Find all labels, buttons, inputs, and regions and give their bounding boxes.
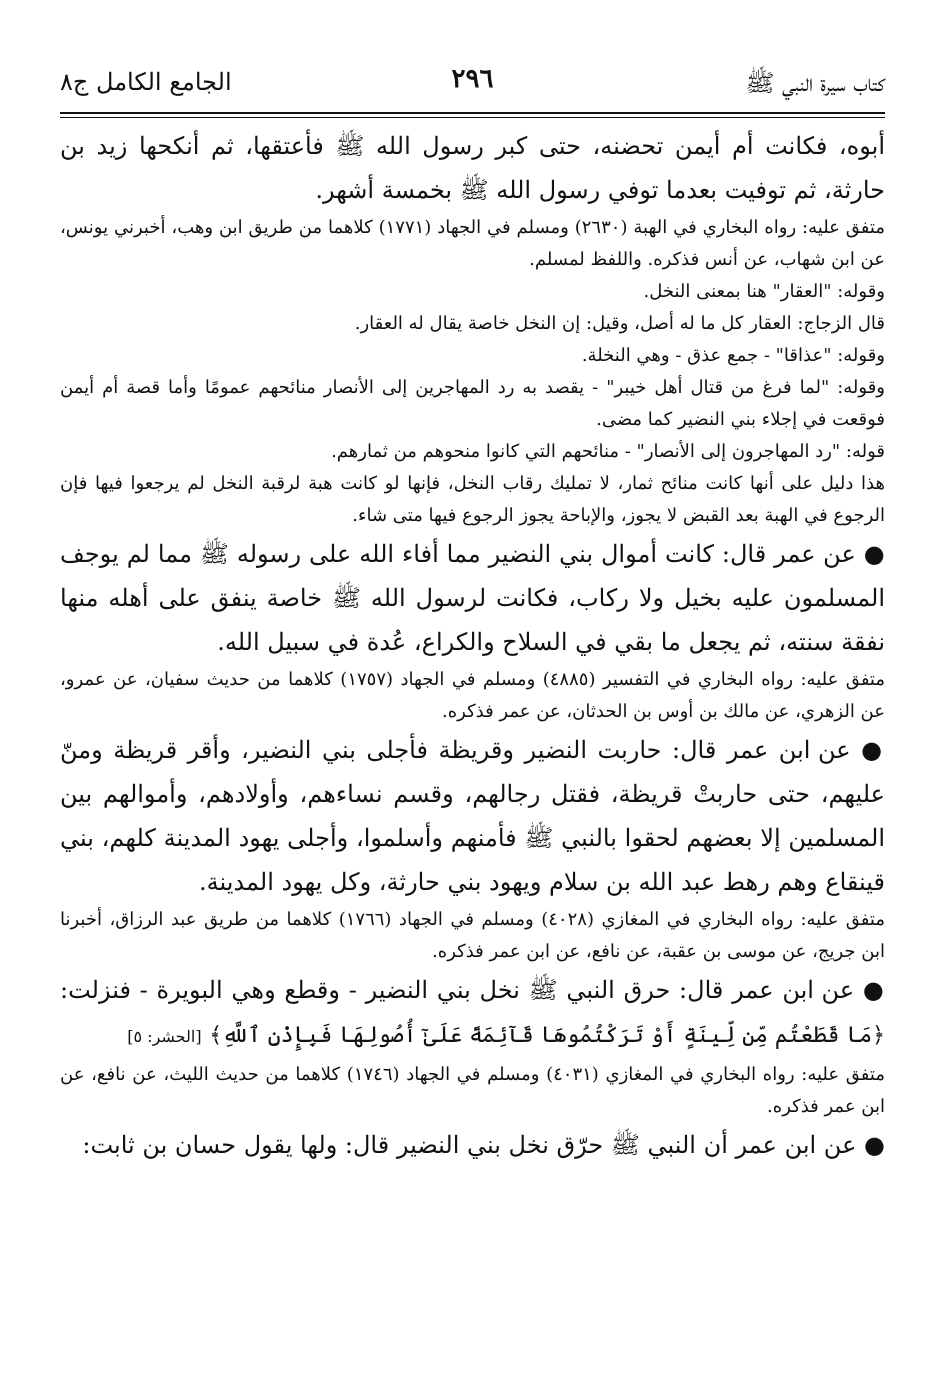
hadith-source-note [60, 904, 885, 968]
explanation-note [60, 468, 885, 532]
explanation-note [60, 340, 885, 372]
explanation-note [60, 372, 885, 436]
paragraph-text: عن ابن عمر قال: حاربت النضير وقريظة فأجلى بني النضير، وأقر قريظة ومنّ عليهم، حتى حاربتْ قريظة، فقتل رجالهم، وقسم نساءهم، وأولادهم، وأموالهم بين المسلمين إلا بعضهم لحقوا بالنبي ﷺ فأمنهم وأسلموا، وأجلى يهود المدينة كلهم، بني قينقاع وهم رهط عبد الله بن سلام ويهود بني حارثة، وكل يهود المدينة. [60, 736, 885, 896]
paragraph-text: عن عمر قال: كانت أموال بني النضير مما أفاء الله على رسوله ﷺ مما لم يوجف المسلمون عليه بخيل ولا ركاب، فكانت لرسول الله ﷺ خاصة ينفق على أهله منها نفقة سنته، ثم يجعل ما بقي في السلاح والكراع، عُدة في سبيل الله. [60, 540, 885, 656]
bullet-icon: ● [863, 539, 885, 568]
paragraph-text: قوله: "رد المهاجرون إلى الأنصار" - منائحهم التي كانوا منحوهم من ثمارهم. [331, 441, 885, 462]
paragraph-text: عن ابن عمر أن النبي ﷺ حرّق نخل بني النضير قال: ولها يقول حسان بن ثابت: [82, 1131, 857, 1159]
paragraph-text: متفق عليه: رواه البخاري في المغازي (٤٠٢٨) ومسلم في الجهاد (١٧٦٦) كلاهما من طريق عبد الرزاق، أخبرنا ابن جريج، عن موسى بن عقبة، عن نافع، عن ابن عمر فذكره. [60, 909, 885, 962]
bullet-icon: ● [861, 735, 885, 764]
bullet-icon: ● [862, 975, 885, 1004]
paragraph-text: وقوله: "لما فرغ من قتال أهل خيبر" - يقصد به رد المهاجرين إلى الأنصار منائحهم عمومًا وأما قصة أم أيمن فوقعت في إجلاء بني النضير كما مضى. [60, 377, 885, 430]
header-rule [60, 112, 885, 114]
explanation-note [60, 436, 885, 468]
paragraph-text: أبوه، فكانت أم أيمن تحضنه، حتى كبر رسول الله ﷺ فأعتقها، ثم أنكحها زيد بن حارثة، ثم توفيت بعدما توفي رسول الله ﷺ بخمسة أشهر. [60, 132, 885, 204]
hadith-paragraph [60, 728, 885, 904]
paragraph-text: قال الزجاج: العقار كل ما له أصل، وقيل: إن النخل خاصة يقال له العقار. [354, 313, 885, 334]
paragraph-text: وقوله: "عذاقا" - جمع عذق - وهي النخلة. [581, 345, 885, 366]
volume-label: الجامع الكامل ج٨ [60, 68, 232, 96]
paragraph-text: وقوله: "العقار" هنا بمعنى النخل. [643, 281, 885, 302]
paragraph-text: متفق عليه: رواه البخاري في التفسير (٤٨٨٥) ومسلم في الجهاد (١٧٥٧) كلاهما من حديث سفيان، عن عمرو، عن الزهري، عن مالك بن أوس بن الحدثان، عن عمر فذكره. [60, 669, 885, 722]
explanation-note [60, 276, 885, 308]
quran-verse: ﴿مَا قَطَعْتُم مِّن لِّينَةٍ أَوْ تَرَكْتُمُوهَا قَآئِمَةً عَلَىٰٓ أُصُولِهَا فَبِإِذْنِ ٱللَّهِ﴾ [209, 1023, 885, 1048]
bullet-icon: ● [864, 1130, 885, 1159]
hadith-source-note [60, 212, 885, 276]
main-paragraph [60, 124, 885, 212]
page-body [60, 124, 885, 1167]
paragraph-text: متفق عليه: رواه البخاري في الهبة (٢٦٣٠) ومسلم في الجهاد (١٧٧١) كلاهما من طريق ابن وهب، أخبرني يونس، عن ابن شهاب، عن أنس فذكره. واللفظ لمسلم. [60, 217, 885, 270]
hadith-paragraph [60, 968, 885, 1059]
hadith-source-note [60, 664, 885, 728]
paragraph-text: متفق عليه: رواه البخاري في المغازي (٤٠٣١) ومسلم في الجهاد (١٧٤٦) كلاهما من حديث الليث، عن نافع، عن ابن عمر فذكره. [60, 1064, 885, 1117]
page-number: ٢٩٦ [451, 64, 494, 94]
hadith-paragraph [60, 1123, 885, 1167]
book-title: كتاب سيرة النبي ﷺ [745, 69, 885, 97]
hadith-source-note [60, 1059, 885, 1123]
header-rule-thin [60, 117, 885, 118]
hadith-paragraph [60, 532, 885, 664]
paragraph-text: هذا دليل على أنها كانت منائح ثمار، لا تمليك رقاب النخل، فإنها لو كانت هبة لرقبة النخل لم يرجعوا فيها فإن الرجوع في الهبة بعد القبض لا يجوز، والإباحة يجوز الرجوع فيها متى شاء. [60, 473, 885, 526]
page-header [60, 62, 885, 102]
paragraph-text: عن ابن عمر قال: حرق النبي ﷺ نخل بني النضير - وقطع وهي البويرة - فنزلت: [60, 976, 855, 1004]
explanation-note [60, 308, 885, 340]
quran-reference: [الحشر: ٥] [127, 1027, 202, 1046]
